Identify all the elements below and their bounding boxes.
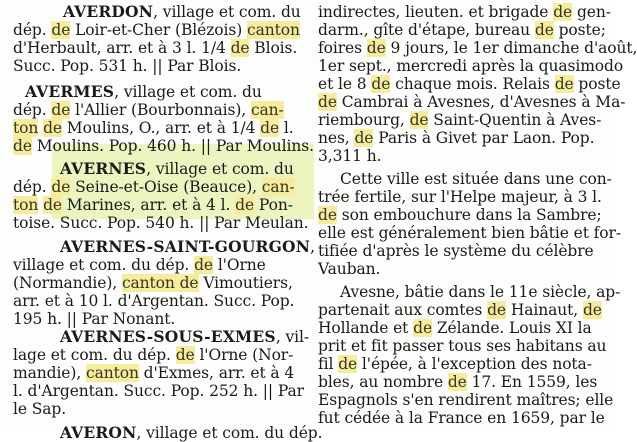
text-run: Loir-et-Cher (Blézois) (70, 21, 247, 39)
right-column-text-line (318, 260, 380, 278)
right-column-text-line (318, 75, 621, 93)
text-run: l'Orne (213, 256, 266, 274)
text-run: Vimoutiers, (198, 274, 293, 292)
text-run: riembourg, (318, 111, 410, 129)
highlighted-term: can- (250, 101, 284, 119)
text-run: , (310, 238, 315, 256)
left-column-text-line (13, 364, 294, 382)
highlighted-term: de (43, 196, 62, 214)
right-column-text-line (318, 391, 613, 409)
left-column-text-line (13, 178, 295, 196)
text-run: Avesne, bâtie dans le 11e siècle, ap- (340, 283, 621, 301)
right-column-text-line (340, 170, 612, 188)
text-run: Seine-et-Oise (Beauce), (70, 178, 262, 196)
highlighted-term: de (13, 137, 32, 155)
text-run: l. (279, 119, 294, 137)
right-column-text-line (318, 3, 611, 21)
highlighted-term: de (553, 3, 573, 21)
text-run: indirectes, lieuten. et brigade (318, 3, 554, 21)
text-run: toise. Succ. Pop. 540 h. || Par Meulan. (13, 214, 309, 232)
highlighted-term: de (194, 256, 213, 274)
text-run: nes, (318, 129, 355, 147)
text-run: 3,311 h. (318, 147, 382, 165)
text-run: trée fertile, sur l'Helpe majeur, à 3 l. (318, 188, 602, 206)
highlighted-term: canton (85, 364, 139, 382)
text-run: l. d'Argentan. Succ. Pop. 252 h. || Par (13, 382, 304, 400)
text-run: Cambrai à Avesnes, d'Avesnes à Ma- (336, 93, 626, 111)
right-column-text-line (318, 129, 594, 147)
highlighted-term: de (51, 101, 71, 119)
highlighted-term: de (487, 301, 507, 319)
text-run: Espagnols s'en rendirent maîtres; elle (318, 391, 614, 409)
highlighted-term: de (260, 119, 280, 137)
right-column-text-line (318, 301, 602, 319)
right-column-text-line (318, 337, 606, 355)
text-run: son embouchure dans la Sambre; (336, 206, 602, 224)
right-column-text-line (318, 39, 637, 57)
highlighted-term: de (338, 355, 358, 373)
left-column-text-line (13, 57, 241, 75)
highlighted-term: de (175, 346, 195, 364)
text-run: l'Allier (Bourbonnais), (70, 101, 251, 119)
text-run: Paris à Givet par Laon. Pop. (373, 129, 595, 147)
text-run: , village et com. du dép. (136, 424, 323, 442)
text-run: Succ. Pop. 531 h. || Par Blois. (13, 57, 242, 75)
entry-headword: AVERDON (63, 2, 154, 21)
text-run: elle est généralement bien bâtie et for- (318, 224, 621, 242)
left-column-text-line (13, 382, 304, 400)
text-run: et le 8 (318, 75, 372, 93)
text-run: chaque mois. Relais (390, 75, 555, 93)
left-column-text-line (25, 83, 262, 101)
highlighted-term: de (354, 129, 374, 147)
text-run: dép. (13, 178, 52, 196)
left-column-text-line (13, 256, 266, 274)
text-run: arr. et à 10 l. d'Argentan. Succ. Pop. (13, 292, 295, 310)
highlighted-term: can- (261, 178, 295, 196)
text-run: 1er sept., mercredi après la quasimodo (318, 57, 624, 75)
text-run: prit et fit passer tous ses habitans au (318, 337, 607, 355)
text-run: fut cédée à la France en 1659, par le (318, 409, 605, 427)
entry-headword: AVERNES-SAINT-GOURGON (60, 237, 311, 256)
right-column-text-line (318, 111, 601, 129)
right-column-text-line (318, 188, 602, 206)
highlighted-term: de (534, 21, 554, 39)
text-run: partenait aux comtes (318, 301, 488, 319)
text-run: , village et com. du (114, 83, 262, 101)
left-column-text-line (13, 346, 293, 364)
text-run: l'épée, à l'exception des nota- (357, 355, 592, 373)
highlighted-term: de (582, 301, 602, 319)
left-column-text-line (13, 214, 309, 232)
highlighted-term: canton (246, 21, 300, 39)
highlighted-term: de (318, 206, 337, 224)
text-run: Vauban. (318, 260, 381, 278)
text-run: l'Orne (Nor- (194, 346, 294, 364)
text-run: Hollande et (318, 319, 414, 337)
text-run: village et com. du dép. (13, 256, 195, 274)
text-run: , village et com. du (153, 3, 301, 21)
highlighted-term: de (43, 119, 62, 137)
text-run: poste (573, 75, 621, 93)
text-run: 17. En 1559, les (466, 373, 598, 391)
highlighted-term: de (51, 178, 71, 196)
text-run: , village et com. du (146, 160, 294, 178)
text-run: fil (318, 355, 339, 373)
text-run: , vil- (275, 328, 309, 346)
text-run: 9 jours, le 1er dimanche d'août, (385, 39, 637, 57)
text-run: 195 h. || Par Nonant. (13, 310, 176, 328)
highlighted-term: de (447, 373, 467, 391)
left-column-text-line (13, 292, 294, 310)
text-run: dép. (13, 21, 52, 39)
right-column-text-line (318, 147, 381, 165)
highlighted-term: ton (13, 196, 39, 214)
entry-headword: AVERMES (25, 82, 115, 101)
left-column-text-line (13, 310, 175, 328)
text-run: dép. (13, 101, 52, 119)
right-column-text-line (318, 57, 623, 75)
text-run: Zélande. Louis XI la (432, 319, 592, 337)
right-column-text-line (340, 283, 620, 301)
entry-headword: AVERNES-SOUS-EXMES (60, 327, 276, 346)
left-column-text-line (13, 400, 66, 418)
highlighted-term: ton (13, 119, 39, 137)
right-column-text-line (318, 21, 606, 39)
highlighted-term: de (413, 319, 433, 337)
text-run: lage et com. du dép. (13, 346, 176, 364)
left-column-text-line (13, 39, 297, 57)
highlighted-term: de (371, 75, 391, 93)
left-column-text-line (60, 328, 309, 346)
text-run: Hainaut, (506, 301, 583, 319)
text-run: bles, au nombre (318, 373, 448, 391)
highlighted-term: de (318, 93, 337, 111)
text-run: Pon- (254, 196, 293, 214)
highlighted-term: de (366, 39, 386, 57)
text-run: Marines, arr. et à 4 l. (61, 196, 236, 214)
left-column-text-line (60, 424, 322, 442)
text-run: Moulins, O., arr. et à 1/4 (61, 119, 261, 137)
left-column-text-line (60, 160, 294, 178)
left-column-text-line (13, 196, 293, 214)
left-column-text-line (60, 238, 315, 256)
right-column-text-line (318, 373, 597, 391)
text-run: d'Exmes, arr. et à 4 (138, 364, 295, 382)
text-run: darm., gîte d'étape, bureau (318, 21, 535, 39)
text-run: Cette ville est située dans une con- (340, 170, 612, 188)
left-column-text-line (13, 274, 293, 292)
right-column-text-line (318, 93, 625, 111)
left-column-text-line (13, 137, 314, 155)
entry-headword: AVERON (60, 423, 137, 442)
text-run: d'Herbault, arr. et à 3 l. 1/4 (13, 39, 231, 57)
right-column-text-line (318, 355, 592, 373)
text-run: Moulins. Pop. 460 h. || Par Moulins. (31, 137, 314, 155)
highlighted-term: de (554, 75, 574, 93)
text-run: gen- (572, 3, 611, 21)
right-column-text-line (318, 242, 594, 260)
highlighted-term: de (230, 39, 250, 57)
highlighted-term: de (409, 111, 429, 129)
entry-headword: AVERNES (60, 159, 147, 178)
left-column-text-line (13, 119, 294, 137)
left-column-text-line (63, 3, 301, 21)
text-run: le Sap. (13, 400, 67, 418)
text-run: poste; (553, 21, 606, 39)
right-column-text-line (318, 409, 605, 427)
right-column-text-line (318, 319, 592, 337)
text-run: (Normandie), (13, 274, 122, 292)
text-run: mandie), (13, 364, 86, 382)
right-column-text-line (318, 224, 621, 242)
right-column-text-line (318, 206, 602, 224)
text-run: Saint-Quentin à Aves- (428, 111, 602, 129)
highlighted-term: canton de (121, 274, 199, 292)
left-column-text-line (13, 21, 300, 39)
text-run: Blois. (249, 39, 298, 57)
highlighted-term: de (235, 196, 255, 214)
left-column-text-line (13, 101, 284, 119)
highlighted-term: de (51, 21, 71, 39)
text-run: foires (318, 39, 367, 57)
text-run: tifiée d'après le système du célèbre (318, 242, 594, 260)
